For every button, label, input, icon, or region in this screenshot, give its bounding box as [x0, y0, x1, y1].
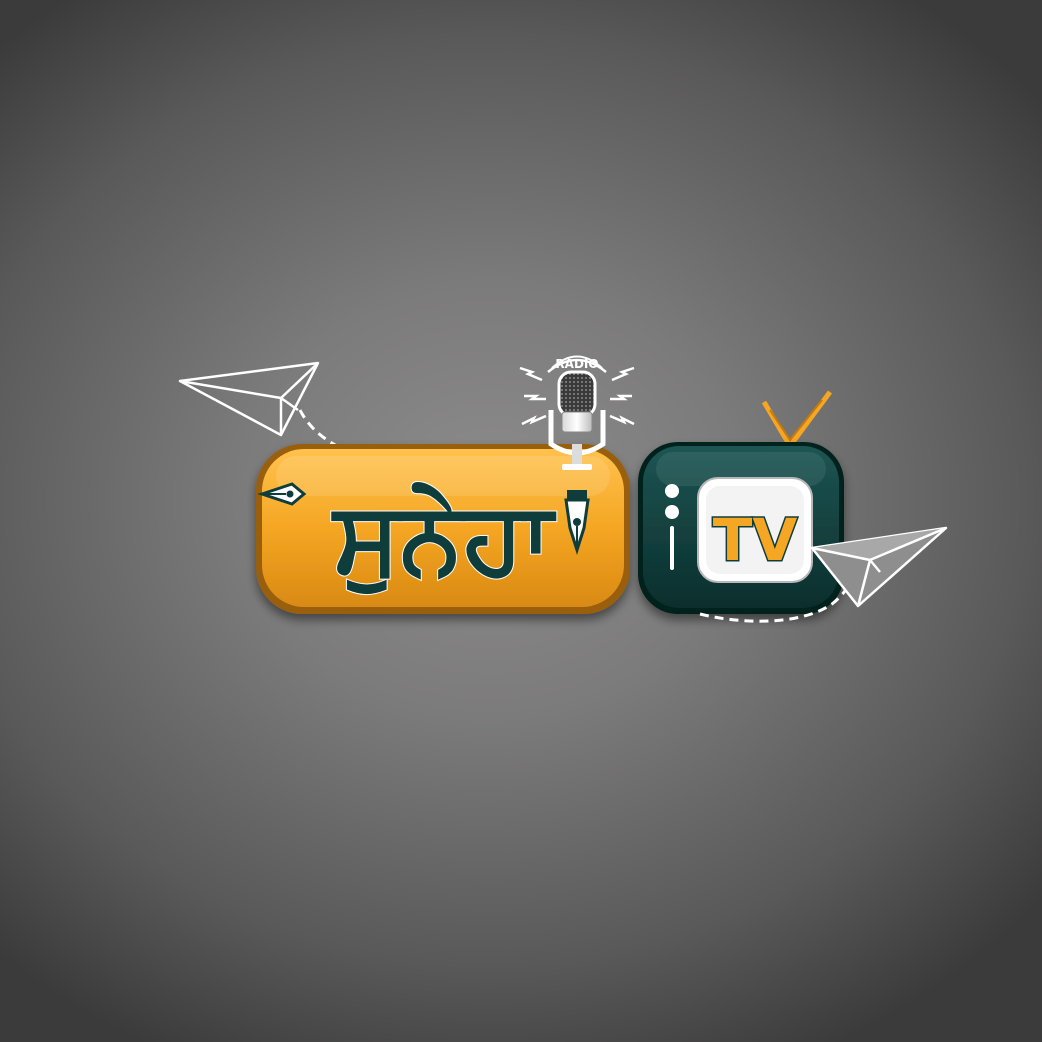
tv-antenna-icon — [764, 392, 830, 446]
paper-plane-icon — [180, 363, 318, 435]
tv-screen — [698, 478, 812, 582]
radio-label: RADIO — [555, 357, 599, 371]
tv-label: TV — [712, 506, 798, 574]
wordmark-text: ਸੁਨੇਹਾ — [333, 478, 553, 596]
